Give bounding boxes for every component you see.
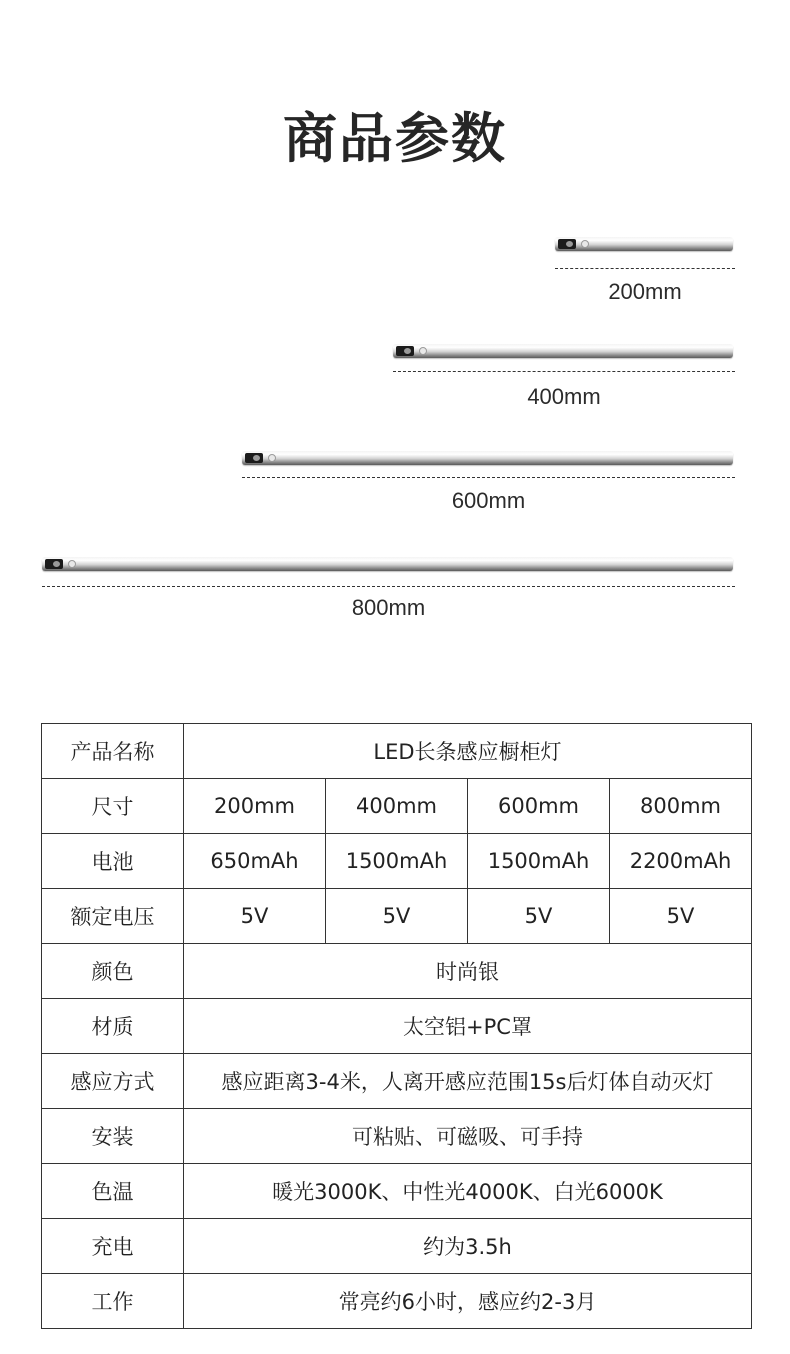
light-bar-600mm-image bbox=[242, 451, 733, 465]
cell-value: 800mm bbox=[610, 779, 752, 834]
cell-value: LED长条感应橱柜灯 bbox=[184, 724, 752, 779]
cell-value: 2200mAh bbox=[610, 834, 752, 889]
cell-value: 5V bbox=[184, 889, 326, 944]
row-label: 材质 bbox=[42, 999, 184, 1054]
lamp-head-icon bbox=[68, 560, 76, 568]
motion-sensor-icon bbox=[396, 346, 414, 356]
size-label-800mm: 800mm bbox=[351, 595, 426, 620]
size-label-600mm: 600mm bbox=[451, 488, 526, 513]
cell-value: 暖光3000K、中性光4000K、白光6000K bbox=[184, 1164, 752, 1219]
cell-value: 5V bbox=[326, 889, 468, 944]
row-label: 感应方式 bbox=[42, 1054, 184, 1109]
row-label: 颜色 bbox=[42, 944, 184, 999]
spec-table bbox=[41, 723, 752, 1329]
light-bar-200mm-image bbox=[555, 237, 733, 251]
cell-value: 600mm bbox=[468, 779, 610, 834]
row-label: 充电 bbox=[42, 1219, 184, 1274]
table-row bbox=[42, 724, 752, 779]
row-label: 产品名称 bbox=[42, 724, 184, 779]
row-label: 安装 bbox=[42, 1109, 184, 1164]
cell-value: 650mAh bbox=[184, 834, 326, 889]
table-row bbox=[42, 999, 752, 1054]
cell-value: 1500mAh bbox=[468, 834, 610, 889]
table-row bbox=[42, 1054, 752, 1109]
cell-value: 约为3.5h bbox=[184, 1219, 752, 1274]
cell-value: 5V bbox=[610, 889, 752, 944]
light-bar-800mm-image bbox=[42, 557, 733, 571]
table-row bbox=[42, 834, 752, 889]
size-label-400mm: 400mm bbox=[527, 384, 601, 409]
cell-value: 太空铝+PC罩 bbox=[184, 999, 752, 1054]
cell-value: 200mm bbox=[184, 779, 326, 834]
table-row bbox=[42, 1274, 752, 1329]
table-row bbox=[42, 889, 752, 944]
length-dimension-line bbox=[393, 371, 735, 372]
table-row bbox=[42, 944, 752, 999]
lamp-head-icon bbox=[581, 240, 589, 248]
row-label: 额定电压 bbox=[42, 889, 184, 944]
table-row bbox=[42, 1219, 752, 1274]
lamp-head-icon bbox=[268, 454, 276, 462]
row-label: 工作 bbox=[42, 1274, 184, 1329]
cell-value: 常亮约6小时，感应约2-3月 bbox=[184, 1274, 752, 1329]
cell-value: 可粘贴、可磁吸、可手持 bbox=[184, 1109, 752, 1164]
length-dimension-line bbox=[555, 268, 735, 269]
light-bar-400mm-image bbox=[393, 344, 733, 358]
motion-sensor-icon bbox=[245, 453, 263, 463]
lamp-head-icon bbox=[419, 347, 427, 355]
row-label: 尺寸 bbox=[42, 779, 184, 834]
motion-sensor-icon bbox=[558, 239, 576, 249]
table-row bbox=[42, 779, 752, 834]
cell-value: 感应距离3-4米，人离开感应范围15s后灯体自动灭灯 bbox=[184, 1054, 752, 1109]
cell-value: 1500mAh bbox=[326, 834, 468, 889]
size-label-200mm: 200mm bbox=[608, 279, 682, 304]
cell-value: 5V bbox=[468, 889, 610, 944]
cell-value: 400mm bbox=[326, 779, 468, 834]
cell-value: 时尚银 bbox=[184, 944, 752, 999]
table-row bbox=[42, 1109, 752, 1164]
row-label: 电池 bbox=[42, 834, 184, 889]
page-title: 商品参数 bbox=[283, 107, 507, 170]
row-label: 色温 bbox=[42, 1164, 184, 1219]
motion-sensor-icon bbox=[45, 559, 63, 569]
table-row bbox=[42, 1164, 752, 1219]
length-dimension-line bbox=[42, 586, 735, 587]
length-dimension-line bbox=[242, 477, 735, 478]
